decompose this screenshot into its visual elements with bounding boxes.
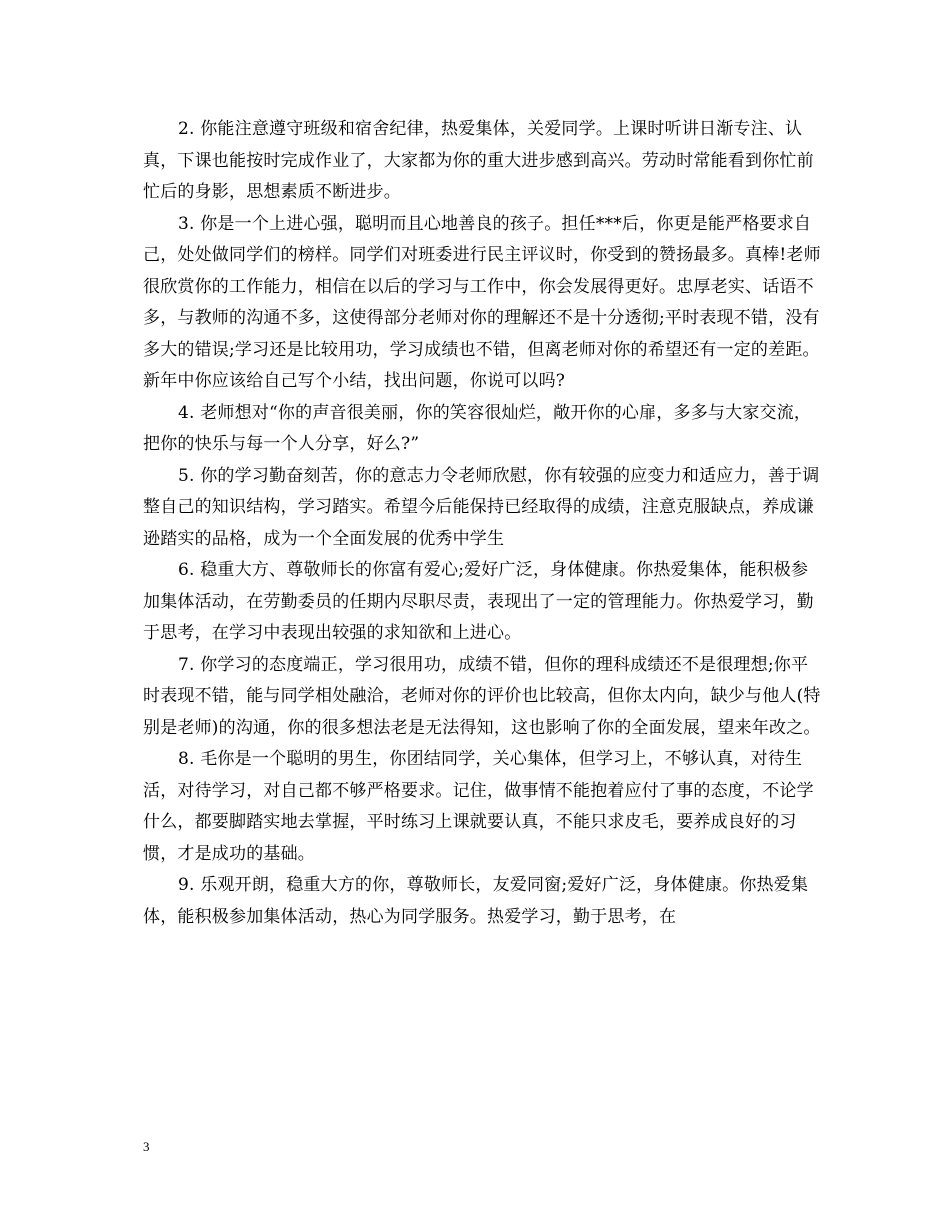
paragraph-4: 4. 老师想对“你的声音很美丽，你的笑容很灿烂，敞开你的心扉，多多与大家交流，把你的快乐与每一个人分享，好么?” [143, 402, 812, 454]
paragraph-2: 2. 你能注意遵守班级和宿舍纪律，热爱集体，关爱同学。上课时听讲日渐专注、认真，下课也能按时完成作业了，大家都为你的重大进步感到高兴。劳动时常能看到你忙前忙后的身影，思想素质不断进步。 [143, 119, 814, 202]
paragraph-9: 9. 乐观开朗，稳重大方的你，尊敬师长，友爱同窗;爱好广泛，身体健康。你热爱集体，能积极参加集体活动，热心为同学服务。热爱学习，勤于思考，在 [143, 875, 809, 927]
paragraph-3: 3. 你是一个上进心强，聪明而且心地善良的孩子。担任***后，你更是能严格要求自己，处处做同学们的榜样。同学们对班委进行民主评议时，你受到的赞扬最多。真棒!老师很欣赏你的工作能力，相信在以后的学习与工作中，你会发展得更好。忠厚老实、话语不多，与教师的沟通不多，这使得部分老师对你的理解还不是十分透彻;平时表现不错，没有多大的错误;学习还是比较用功，学习成绩也不错，但离老师对你的希望还有一定的差距。新年中你应该给自己写个小结，找出问题，你说可以吗? [143, 213, 821, 391]
paragraph-7: 7. 你学习的态度端正，学习很用功，成绩不错，但你的理科成绩还不是很理想;你平时表现不错，能与同学相处融洽，老师对你的评价也比较高，但你太内向，缺少与他人(特别是老师)的沟通，你的很多想法老是无法得知，这也影响了你的全面发展，望来年改之。 [143, 654, 821, 738]
paragraph-5: 5. 你的学习勤奋刻苦，你的意志力令老师欣慰，你有较强的应变力和适应力，善于调整自己的知识结构，学习踏实。希望今后能保持已经取得的成绩，注意克服缺点，养成谦逊踏实的品格，成为一个全面发展的优秀中学生 [143, 465, 820, 549]
paragraph-8: 8. 毛你是一个聪明的男生，你团结同学，关心集体，但学习上，不够认真，对待生活，对待学习，对自己都不够严格要求。记住，做事情不能抱着应付了事的态度，不论学什么，都要脚踏实地去掌握，平时练习上课就要认真，不能只求皮毛，要养成良好的习惯，才是成功的基础。 [143, 749, 814, 864]
page-number: 3 [143, 1139, 150, 1154]
paragraph-6: 6. 稳重大方、尊敬师长的你富有爱心;爱好广泛，身体健康。你热爱集体，能积极参加集体活动，在劳勤委员的任期内尽职尽责，表现出了一定的管理能力。你热爱学习，勤于思考，在学习中表现出较强的求知欲和上进心。 [143, 560, 814, 643]
document-body [143, 114, 825, 933]
